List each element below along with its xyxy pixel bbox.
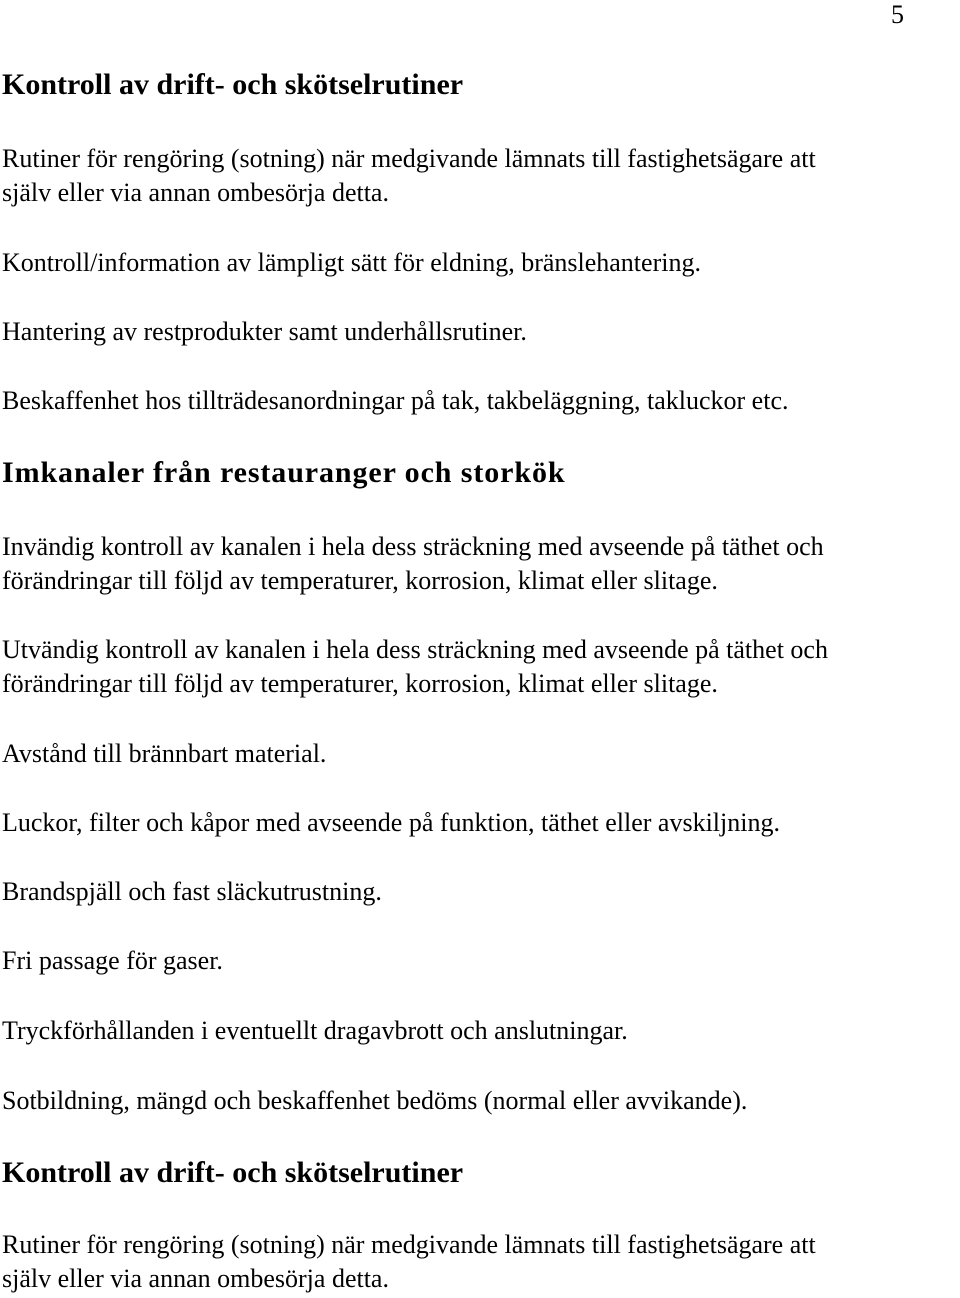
section-heading-drift-skotsel: Kontroll av drift- och skötselrutiner — [2, 1156, 464, 1189]
paragraph-line: Utvändig kontroll av kanalen i hela dess sträckning med avseende på täthet och — [2, 635, 828, 664]
paragraph-line: Rutiner för rengöring (sotning) när medgivande lämnats till fastighetsägare att — [2, 144, 816, 173]
paragraph-item: Fri passage för gaser. — [2, 946, 223, 975]
paragraph-rengoring — [2, 1228, 816, 1296]
paragraph-line: förändringar till följd av temperaturer, korrosion, klimat eller slitage. — [2, 669, 718, 698]
section-heading-imkanaler: Imkanaler från restauranger och storkök — [2, 456, 566, 489]
paragraph-invandig-kontroll — [2, 530, 824, 598]
paragraph-item: Avstånd till brännbart material. — [2, 739, 327, 768]
paragraph-utvandig-kontroll — [2, 633, 828, 701]
page-number: 5 — [891, 0, 904, 29]
paragraph-item: Brandspjäll och fast släckutrustning. — [2, 877, 382, 906]
paragraph-item: Tryckförhållanden i eventuellt dragavbrott och anslutningar. — [2, 1016, 628, 1045]
paragraph-item: Kontroll/information av lämpligt sätt för eldning, bränslehantering. — [2, 248, 701, 277]
paragraph-line: själv eller via annan ombesörja detta. — [2, 1264, 389, 1293]
paragraph-line: Invändig kontroll av kanalen i hela dess sträckning med avseende på täthet och — [2, 532, 824, 561]
section-heading-drift-skotsel: Kontroll av drift- och skötselrutiner — [2, 68, 464, 101]
paragraph-item: Beskaffenhet hos tillträdesanordningar på tak, takbeläggning, takluckor etc. — [2, 386, 789, 415]
paragraph-item: Hantering av restprodukter samt underhållsrutiner. — [2, 317, 527, 346]
paragraph-line: förändringar till följd av temperaturer, korrosion, klimat eller slitage. — [2, 566, 718, 595]
paragraph-item: Luckor, filter och kåpor med avseende på funktion, täthet eller avskiljning. — [2, 808, 780, 837]
paragraph-line: Rutiner för rengöring (sotning) när medgivande lämnats till fastighetsägare att — [2, 1230, 816, 1259]
paragraph-line: själv eller via annan ombesörja detta. — [2, 178, 389, 207]
paragraph-rengoring — [2, 142, 816, 210]
paragraph-item: Sotbildning, mängd och beskaffenhet bedöms (normal eller avvikande). — [2, 1086, 748, 1115]
